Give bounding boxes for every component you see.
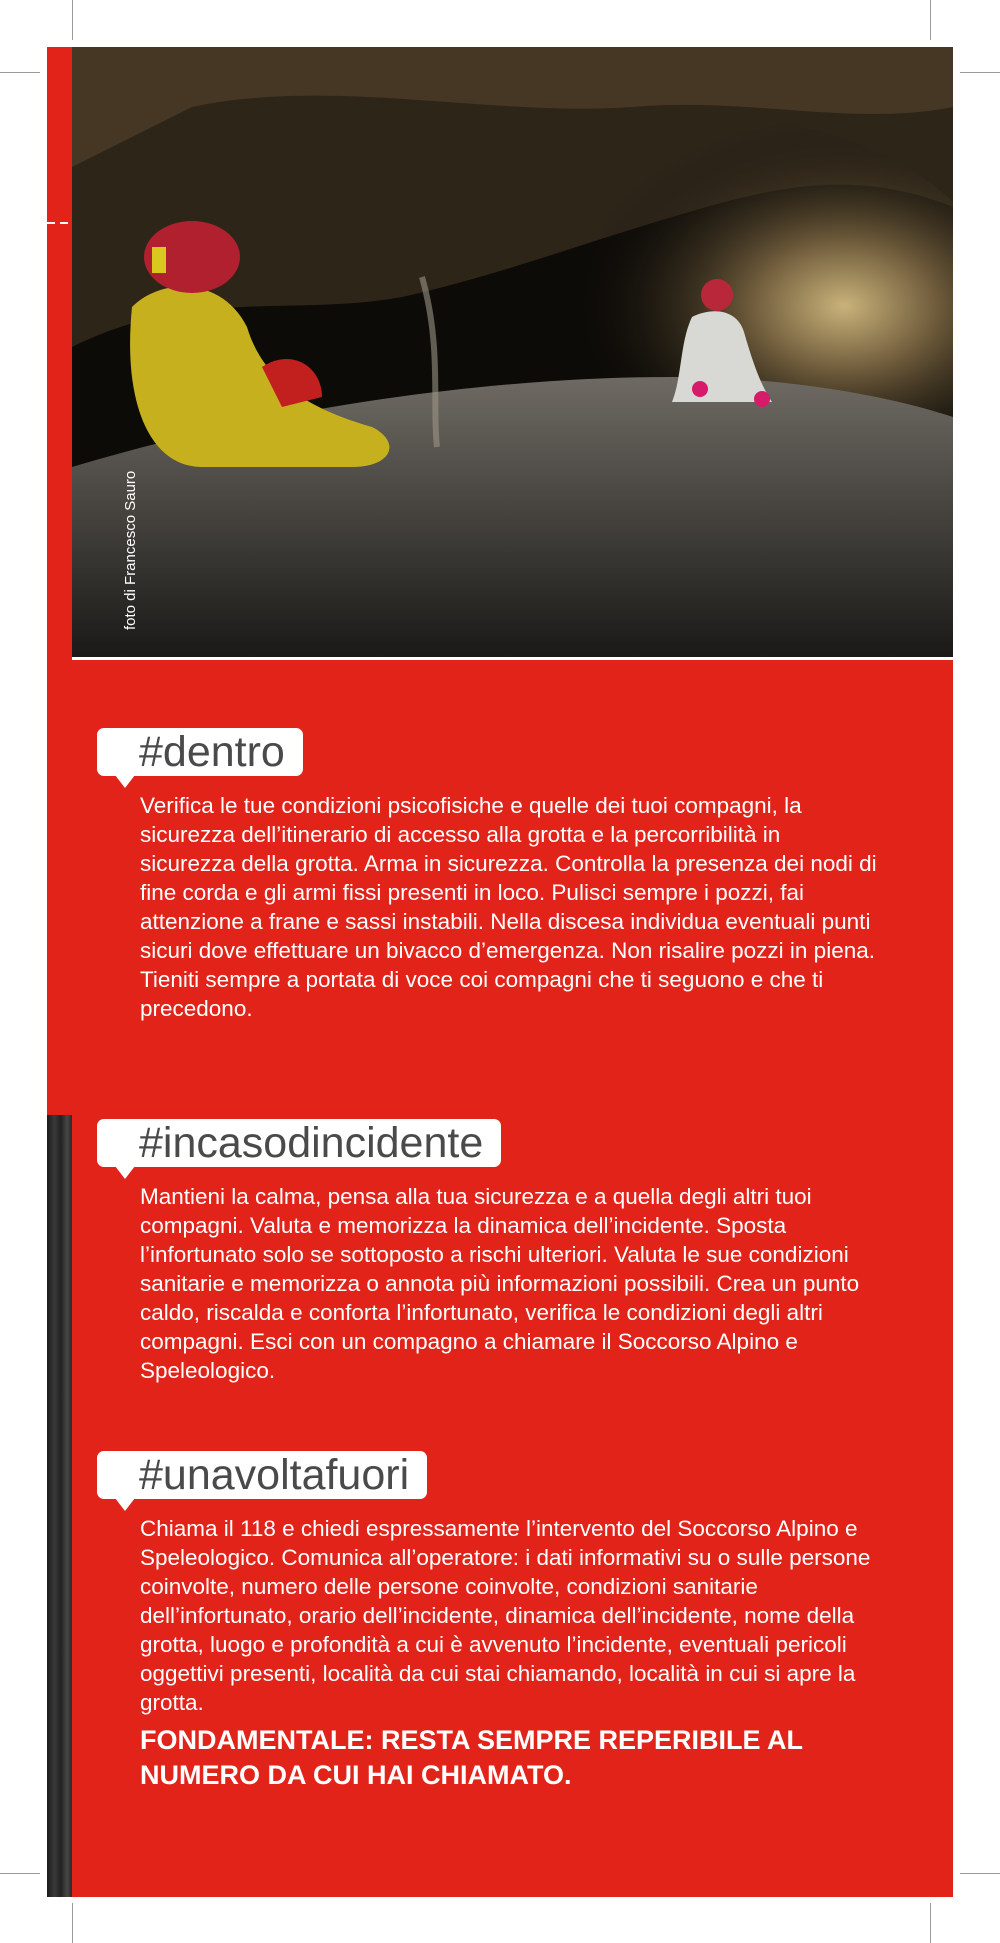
section-unavoltafuori: [97, 1451, 877, 1793]
crop-mark: [0, 72, 40, 73]
photo-divider: [72, 657, 953, 660]
crop-mark: [930, 1903, 931, 1943]
crop-mark: [930, 0, 931, 40]
rock-texture-strip: [47, 1115, 72, 1897]
crop-mark: [960, 72, 1000, 73]
section-dentro: [97, 728, 877, 1023]
fold-tick: [60, 222, 68, 224]
fold-edge: [47, 47, 72, 667]
section-tag: #dentro: [97, 728, 303, 776]
section-text: Verifica le tue condizioni psicofisiche e quelle dei tuoi compagni, la sicurezza dell’itinerario di accesso alla grotta e la percorribilità in sicurezza della grotta. Arma in sicurezza. Controlla la presenza dei nodi di fine corda e gli armi fissi presenti in loco. Pulisci sempre i pozzi, fai attenzione a frane e sassi instabili. Nella discesa individua eventuali punti sicuri dove effettuare un bivacco d’emergenza. Non risalire pozzi in piena. Tieniti sempre a portata di voce coi compagni che ti seguono e che ti precedono.: [140, 793, 877, 1021]
crop-mark: [72, 0, 73, 40]
section-tag: #incasodincidente: [97, 1119, 501, 1167]
section-tag: #unavoltafuori: [97, 1451, 427, 1499]
section-incasodincidente: [97, 1119, 877, 1385]
photo-credit-text: foto di Francesco Sauro: [122, 470, 139, 630]
section-text: Chiama il 118 e chiedi espressamente l’intervento del Soccorso Alpino e Speleologico. Comunica all’operatore: i dati informativi su o sulle persone coinvolte, numero delle persone coinvolte, condizioni sanitarie dell’infortunato, orario dell’incidente, dinamica dell’incidente, nome della grotta, luogo e profondità a cui è avvenuto l’incidente, eventuali pericoli oggettivi presenti, località da cui stai chiamando, località in cui si apre la grotta.: [140, 1516, 871, 1715]
fold-tick: [47, 222, 55, 224]
cave-photo: [72, 47, 953, 657]
crop-mark: [72, 1903, 73, 1943]
crop-mark: [0, 1873, 40, 1874]
crop-mark: [960, 1873, 1000, 1874]
section-text: Mantieni la calma, pensa alla tua sicurezza e a quella degli altri tuoi compagni. Valuta e memorizza la dinamica dell’incidente. Sposta l’infortunato solo se sottoposto a rischi ulteriori. Valuta le sue condizioni sanitarie e memorizza o annota più informazioni possibili. Crea un punto caldo, riscalda e conforta l’infortunato, verifica le condizioni degli altri compagni. Esci con un compagno a chiamare il Soccorso Alpino e Speleologico.: [140, 1184, 860, 1383]
emphasis-note: FONDAMENTALE: RESTA SEMPRE REPERIBILE AL NUMERO DA CUI HAI CHIAMATO.: [140, 1725, 803, 1790]
